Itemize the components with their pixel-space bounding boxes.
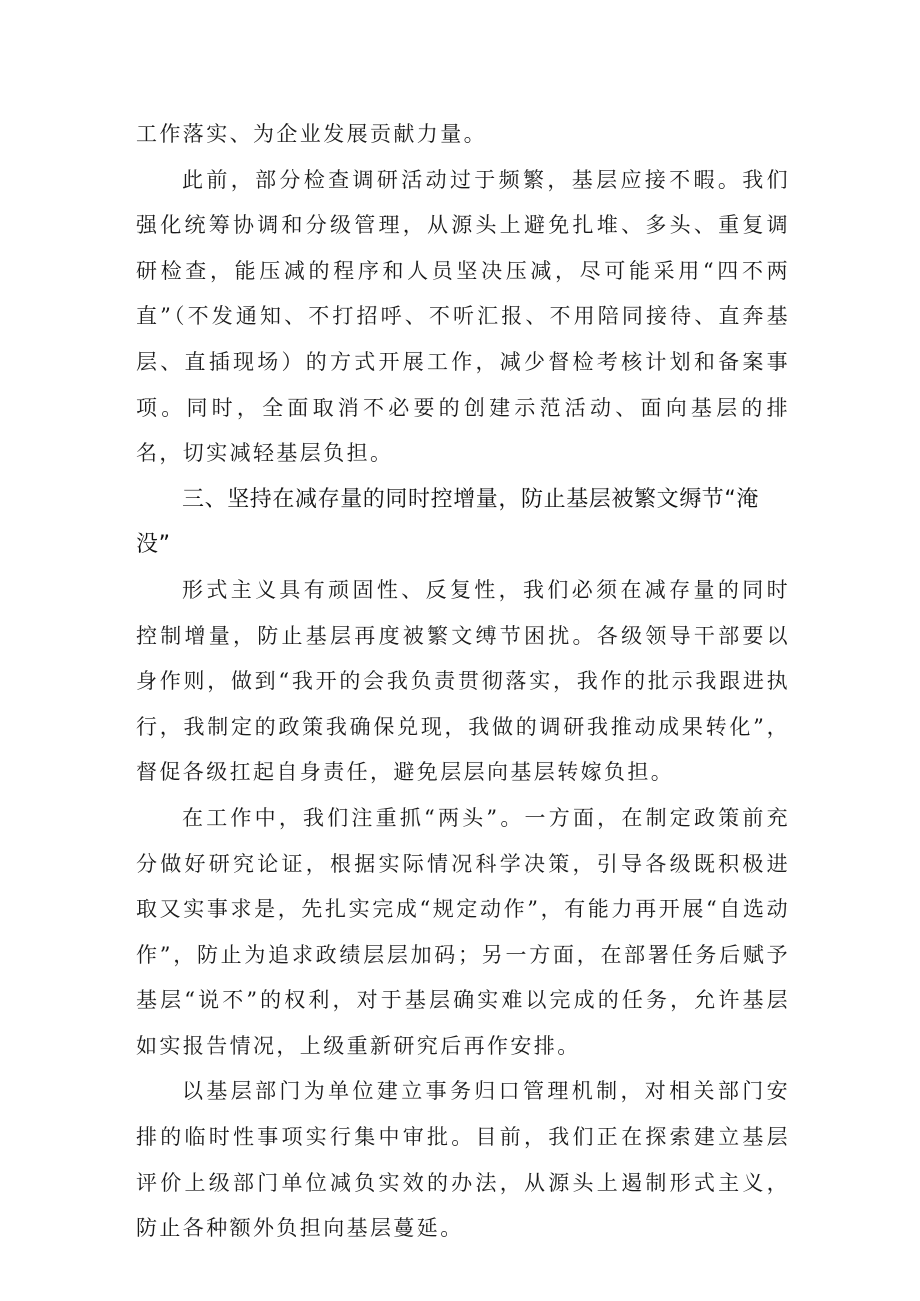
document-body: [136, 112, 790, 1252]
paragraph-continued: 工作落实、为企业发展贡献力量。: [136, 122, 487, 146]
paragraph-two-ends: 在工作中，我们注重抓“两头”。一方面，在制定政策前充分做好研究论证，根据实际情况科学决策，引导各级既积极进取又实事求是，先扎实完成“规定动作”，有能力再开展“自选动作”，防止为追求政绩层层加码；另一方面，在部署任务后赋予基层“说不”的权利，对于基层确实难以完成的任务，允许基层如实报告情况，上级重新研究后再作安排。: [136, 805, 790, 1058]
section-heading-3: 三、坚持在减存量的同时控增量，防止基层被繁文缛节“淹没”: [136, 486, 759, 558]
paragraph-formalism-control: 形式主义具有顽固性、反复性，我们必须在减存量的同时控制增量，防止基层再度被繁文缚节困扰。各级领导干部要以身作则，做到“我开的会我负责贯彻落实，我作的批示我跟进执行，我制定的政策我确保兑现，我做的调研我推动成果转化”，督促各级扛起自身责任，避免层层向基层转嫁负担。: [136, 577, 790, 785]
paragraph-inspection-reduction: 此前，部分检查调研活动过于频繁，基层应接不暇。我们强化统筹协调和分级管理，从源头上避免扎堆、多头、重复调研检查，能压减的程序和人员坚决压减，尽可能采用“四不两直”（不发通知、不打招呼、不听汇报、不用陪同接待、直奔基层、直插现场）的方式开展工作，减少督检考核计划和备案事项。同时，全面取消不必要的创建示范活动、面向基层的排名，切实减轻基层负担。: [136, 167, 790, 466]
paragraph-centralized-approval: 以基层部门为单位建立事务归口管理机制，对相关部门安排的临时性事项实行集中审批。目前，我们正在探索建立基层评价上级部门单位减负实效的办法，从源头上遏制形式主义，防止各种额外负担向基层蔓延。: [136, 1079, 790, 1241]
